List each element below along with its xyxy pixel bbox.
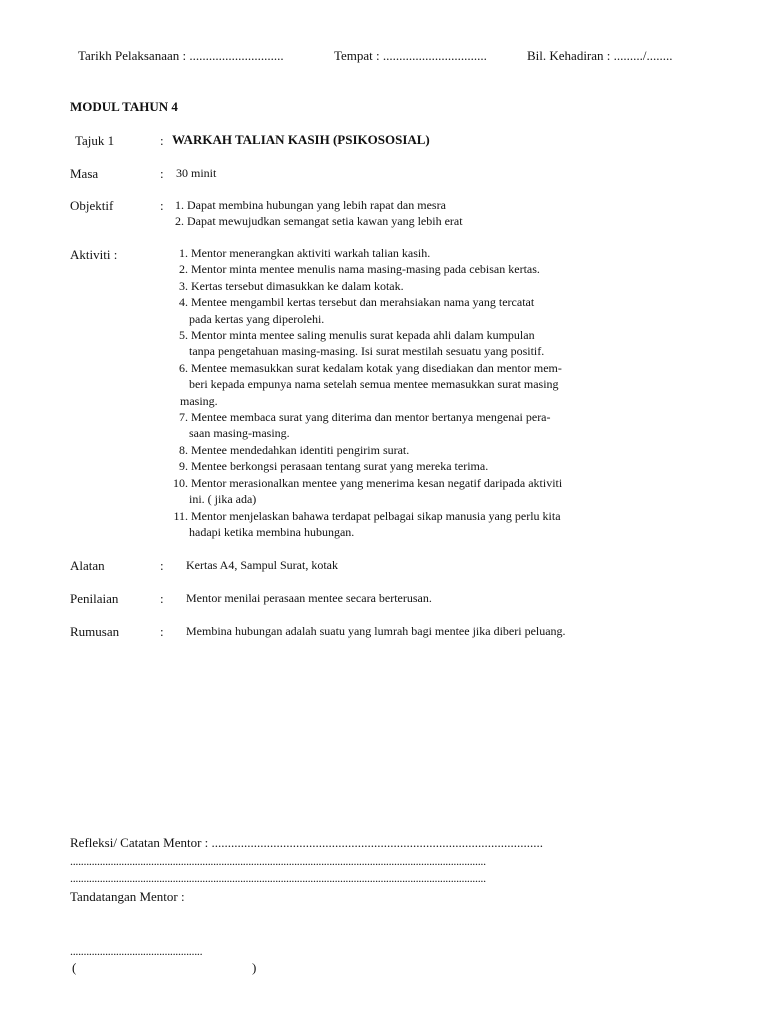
objektif-item-1: 1. Dapat membina hubungan yang lebih rapat dan mesra xyxy=(175,198,446,212)
masa-colon: : xyxy=(160,166,164,181)
alatan-label: Alatan xyxy=(70,558,105,573)
item-number: 3. xyxy=(179,278,188,293)
penilaian-label: Penilaian xyxy=(70,591,119,606)
aktiviti-item xyxy=(160,442,562,458)
item-continuation: hadapi ketika membina hubungan. xyxy=(189,524,355,539)
masa-label: Masa xyxy=(70,166,99,181)
name-paren-close: ) xyxy=(252,960,257,975)
aktiviti-list xyxy=(160,245,562,540)
item-continuation: beri kepada empunya nama setelah semua mentee memasukkan surat masing xyxy=(189,377,559,392)
aktiviti-item xyxy=(160,261,562,277)
aktiviti-item xyxy=(160,278,562,294)
objektif-item-2: 2. Dapat mewujudkan semangat setia kawan yang lebih erat xyxy=(175,214,463,228)
tandatangan-label: Tandatangan Mentor : xyxy=(70,889,185,904)
aktiviti-item xyxy=(160,294,562,310)
bil-kehadiran-field: Bil. Kehadiran : ........./........ xyxy=(527,48,673,63)
item-number: 1. xyxy=(179,246,188,260)
item-continuation: ini. ( jika ada) xyxy=(189,492,257,507)
item-text: Mentor menerangkan aktiviti warkah talian kasih. xyxy=(191,246,431,260)
modul-title: MODUL TAHUN 4 xyxy=(70,99,178,114)
objektif-label: Objektif xyxy=(70,198,114,213)
item-number: 2. xyxy=(179,262,188,277)
alatan-value: Kertas A4, Sampul Surat, kotak xyxy=(186,558,338,572)
name-paren-open: ( xyxy=(72,960,77,975)
aktiviti-item xyxy=(160,458,562,474)
tempat-field: Tempat : ................................ xyxy=(334,48,487,63)
item-text: Mentee membaca surat yang diterima dan mentor bertanya mengenai pera- xyxy=(191,410,551,425)
rumusan-label: Rumusan xyxy=(70,624,120,639)
item-continuation: tanpa pengetahuan masing-masing. Isi surat mestilah sesuatu yang positif. xyxy=(189,344,545,359)
item-text: Mentor minta mentee saling menulis surat kepada ahli dalam kumpulan xyxy=(191,328,535,343)
signature-line: ................................................. xyxy=(70,944,203,958)
item-continuation: saan masing-masing. xyxy=(189,426,290,441)
tajuk-colon: : xyxy=(160,133,164,148)
aktiviti-label: Aktiviti : xyxy=(70,247,118,262)
aktiviti-item xyxy=(160,245,562,261)
item-text: Mentee mendedahkan identiti pengirim surat. xyxy=(191,442,410,457)
refleksi-dotted-line-1: .......................................................................................................................................................... xyxy=(70,854,486,868)
refleksi-dotted-line-2: .......................................................................................................................................................... xyxy=(70,871,486,885)
item-number: 8. xyxy=(179,442,188,457)
item-number: 11. xyxy=(173,508,188,523)
item-text: Mentee mengambil kertas tersebut dan merahsiakan nama yang tercatat xyxy=(191,295,535,310)
rumusan-colon: : xyxy=(160,624,164,639)
penilaian-colon: : xyxy=(160,591,164,606)
item-number: 10. xyxy=(173,475,188,490)
aktiviti-item xyxy=(160,327,562,343)
tarikh-pelaksanaan-field: Tarikh Pelaksanaan : ............................. xyxy=(78,48,284,63)
aktiviti-item xyxy=(160,475,562,491)
item-text: Mentor merasionalkan mentee yang menerima kesan negatif daripada aktiviti xyxy=(191,475,563,490)
item-continuation: masing. xyxy=(180,393,218,408)
aktiviti-item xyxy=(160,508,562,524)
item-continuation: pada kertas yang diperolehi. xyxy=(189,311,325,326)
item-text: Mentee memasukkan surat kedalam kotak yang disediakan dan mentor mem- xyxy=(191,360,562,375)
rumusan-value: Membina hubungan adalah suatu yang lumrah bagi mentee jika diberi peluang. xyxy=(186,624,566,638)
item-text: Mentor minta mentee menulis nama masing-masing pada cebisan kertas. xyxy=(191,262,540,277)
item-text: Mentor menjelaskan bahawa terdapat pelbagai sikap manusia yang perlu kita xyxy=(191,508,561,523)
item-number: 4. xyxy=(179,295,188,310)
item-text: Mentee berkongsi perasaan tentang surat yang mereka terima. xyxy=(191,459,489,474)
item-text: Kertas tersebut dimasukkan ke dalam kotak. xyxy=(191,278,404,293)
alatan-colon: : xyxy=(160,558,164,573)
objektif-colon: : xyxy=(160,198,164,213)
item-number: 6. xyxy=(179,360,188,375)
tajuk-label: Tajuk 1 xyxy=(75,133,115,148)
penilaian-value: Mentor menilai perasaan mentee secara berterusan. xyxy=(186,591,432,605)
item-number: 7. xyxy=(179,410,188,425)
aktiviti-item xyxy=(160,409,562,425)
item-number: 9. xyxy=(179,459,188,474)
item-number: 5. xyxy=(179,328,188,343)
tajuk-value: WARKAH TALIAN KASIH (PSIKOSOSIAL) xyxy=(172,132,430,147)
aktiviti-item xyxy=(160,360,562,376)
refleksi-catatan-field: Refleksi/ Catatan Mentor : ...................................................................................................... xyxy=(70,835,544,850)
masa-value: 30 minit xyxy=(176,166,217,180)
